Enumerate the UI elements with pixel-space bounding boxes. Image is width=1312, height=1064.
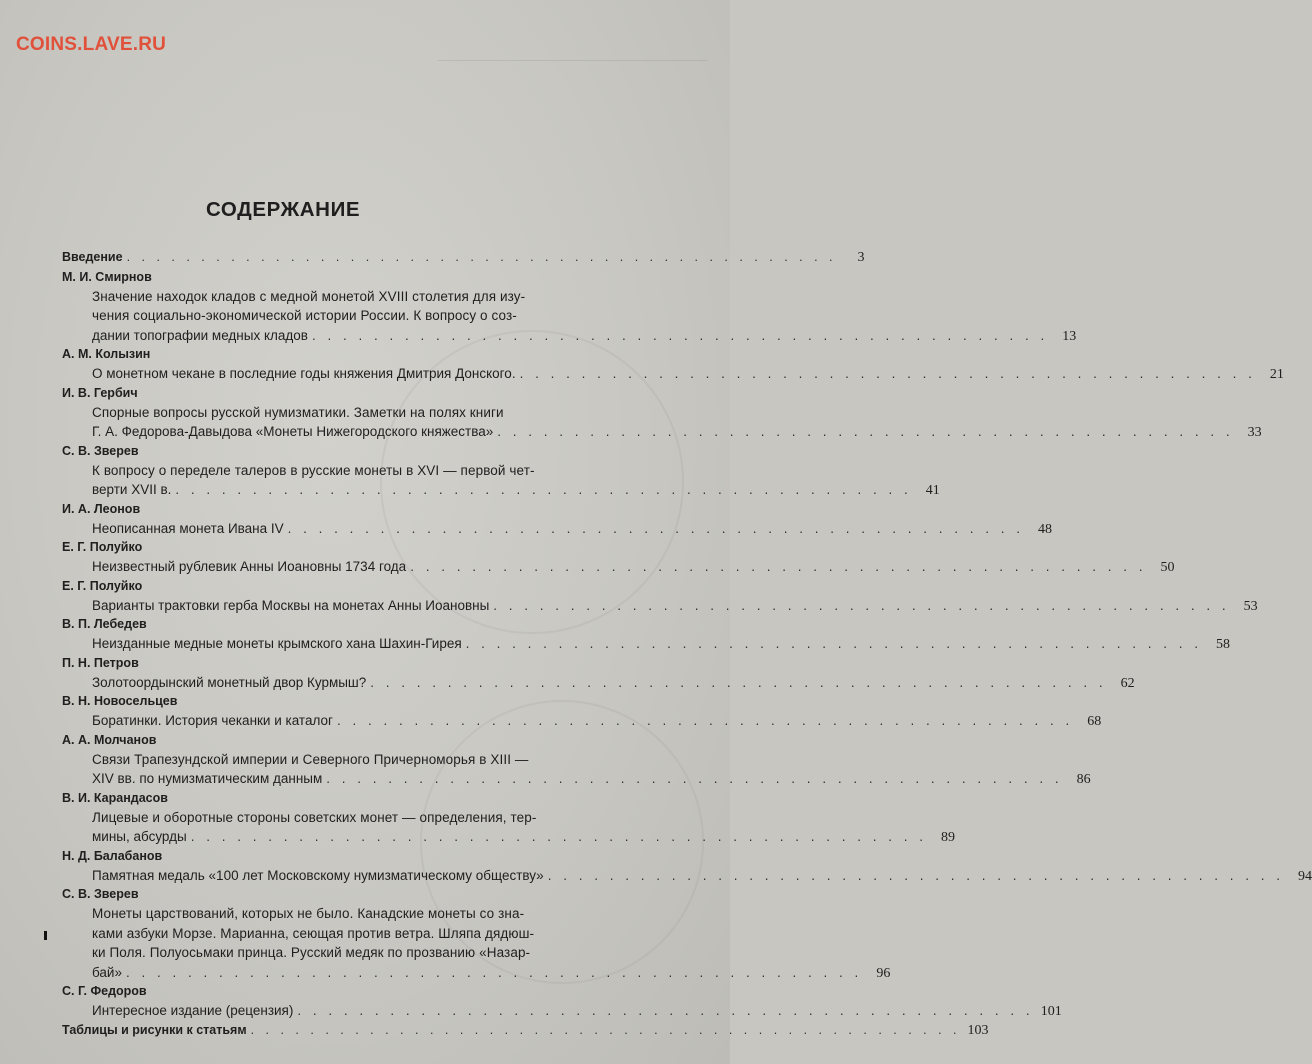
leader-dots: . . . . . . . . . . . . . . . . . . . . . . . . . . . . . . . . . . . . . . . . . . . . . . . . xyxy=(326,771,1063,786)
toc-page-number: 53 xyxy=(1243,598,1258,614)
toc-entry-title-line: Золотоордынский монетный двор Курмыш? xyxy=(92,674,367,690)
leader-dots: . . . . . . . . . . . . . . . . . . . . . . . . . . . . . . . . . . . . . . . . . . . . . . . . xyxy=(547,867,1285,883)
leader-dots: . . . . . . . . . . . . . . . . . . . . . . . . . . . . . . . . . . . . . . . . . . . . . . . . xyxy=(287,520,1024,536)
toc-page-number: 48 xyxy=(1037,521,1052,537)
toc-page-number: 58 xyxy=(1215,637,1230,652)
toc-entry[interactable] xyxy=(62,384,1262,442)
toc-entry-author: А. А. Молчанов xyxy=(62,732,157,747)
toc-entry-title-line: Неизвестный рублевик Анны Иоановны 1734 года xyxy=(92,559,407,574)
toc-entry-last-line xyxy=(62,326,1077,346)
toc-entry-author: С. Г. Федоров xyxy=(62,984,147,998)
toc-entry[interactable] xyxy=(62,731,1091,789)
toc-page-number: 94 xyxy=(1298,868,1312,884)
bleed-through-text xyxy=(438,46,708,61)
toc-entry-author: П. Н. Петров xyxy=(62,655,139,670)
leader-dots: . . . . . . . . . . . . . . . . . . . . . . . . . . . . . . . . . . . . . . . . . . . . . . . . xyxy=(126,250,837,264)
leader-dots: . . . . . . . . . . . . . . . . . . . . . . . . . . . . . . . . . . . . . . . . . . . . . . . . xyxy=(311,327,1049,343)
leader-dots: . . . . . . . . . . . . . . . . . . . . . . . . . . . . . . . . . . . . . . . . . . . . . . . . xyxy=(250,1022,961,1037)
toc-page-number: 103 xyxy=(967,1022,989,1038)
toc-entry-last-line xyxy=(62,364,1284,384)
toc-entry-title-line: Боратинки. История чеканки и каталог xyxy=(92,713,333,728)
toc-entry-title-line: ками азбуки Морзе. Марианна, сеющая против ветра. Шляпа дядюш- xyxy=(92,925,535,941)
toc-entry[interactable] xyxy=(62,500,1052,539)
toc-page-number: 89 xyxy=(941,830,956,845)
leader-dots: . . . . . . . . . . . . . . . . . . . . . . . . . . . . . . . . . . . . . . . . . . . . . . . . xyxy=(497,424,1234,439)
toc-entry-last-line xyxy=(62,711,1102,731)
toc-entry[interactable] xyxy=(62,789,956,847)
toc-entries xyxy=(62,268,1312,1021)
toc-entry-last-line xyxy=(62,596,1258,616)
toc-entry[interactable] xyxy=(62,982,1062,1021)
toc-entry-title-line: Лицевые и оборотные стороны советских монет — определения, тер- xyxy=(92,809,537,825)
toc-entry[interactable] xyxy=(62,885,891,982)
toc-page-number: 101 xyxy=(1040,1004,1062,1019)
toc-entry-author: В. П. Лебедев xyxy=(62,617,147,631)
toc-page-number: 21 xyxy=(1269,367,1284,382)
toc-entry-title-line: мины, абсурды xyxy=(92,829,187,844)
toc-entry[interactable] xyxy=(62,577,1258,616)
toc-entry-title-line: О монетном чекане в последние годы княжения Дмитрия Донского. xyxy=(92,366,516,381)
toc-entry-title-line: Г. А. Федорова-Давыдова «Монеты Нижегородского княжества» xyxy=(92,424,494,439)
toc-entry-author: И. А. Леонов xyxy=(62,501,141,516)
toc-tables-label: Таблицы и рисунки к статьям xyxy=(62,1022,247,1037)
toc-entry-title-line: чения социально-экономической истории России. К вопросу о соз- xyxy=(92,308,517,323)
toc-entry-author: Н. Д. Балабанов xyxy=(62,848,163,863)
leader-dots: . . . . . . . . . . . . . . . . . . . . . . . . . . . . . . . . . . . . . . . . . . . . . . . . xyxy=(190,829,928,844)
toc-entry-last-line xyxy=(62,480,940,500)
toc-entry-title-line: К вопросу о переделе талеров в русские монеты в XVI — первой чет- xyxy=(92,462,535,478)
table-of-contents xyxy=(62,248,1312,1040)
toc-entry[interactable] xyxy=(62,345,1284,384)
toc-entry-title-line: бай» xyxy=(92,964,122,980)
toc-entry-title-line: Значение находок кладов с медной монетой XVIII столетия для изу- xyxy=(92,288,526,304)
toc-entry[interactable] xyxy=(62,692,1102,731)
toc-entry-title-line: Неописанная монета Ивана IV xyxy=(92,520,284,536)
toc-entry-author: В. Н. Новосельцев xyxy=(62,694,178,708)
toc-entry-last-line xyxy=(62,963,891,983)
leader-dots: . . . . . . . . . . . . . . . . . . . . . . . . . . . . . . . . . . . . . . . . . . . . . . . . xyxy=(493,597,1230,613)
leader-dots: . . . . . . . . . . . . . . . . . . . . . . . . . . . . . . . . . . . . . . . . . . . . . . . . xyxy=(336,713,1074,728)
toc-intro-label: Введение xyxy=(62,250,123,264)
toc-entry-title-line: XIV вв. по нумизматическим данным xyxy=(92,771,323,786)
toc-intro[interactable] xyxy=(62,248,865,268)
toc-entry-author: Е. Г. Полуйко xyxy=(62,578,143,593)
toc-page-number: 50 xyxy=(1160,560,1175,575)
toc-entry-last-line xyxy=(62,557,1175,577)
toc-entry[interactable] xyxy=(62,615,1230,654)
toc-entry-title-line: Памятная медаль «100 лет Московскому нумизматическому обществу» xyxy=(92,867,544,883)
toc-entry[interactable] xyxy=(62,442,940,500)
toc-page-number: 96 xyxy=(876,965,891,981)
leader-dots: . . . . . . . . . . . . . . . . . . . . . . . . . . . . . . . . . . . . . . . . . . . . . . . . xyxy=(125,964,863,980)
toc-entry-last-line xyxy=(62,634,1230,654)
toc-entry-last-line xyxy=(62,519,1052,539)
leader-dots: . . . . . . . . . . . . . . . . . . . . . . . . . . . . . . . . . . . . . . . . . . . . . . . . xyxy=(410,559,1147,574)
toc-entry-title-line: Варианты трактовки герба Москвы на монетах Анны Иоановны xyxy=(92,597,490,613)
toc-entry-last-line xyxy=(62,1001,1062,1021)
leader-dots: . . . . . . . . . . . . . . . . . . . . . . . . . . . . . . . . . . . . . . . . . . . . . . . . xyxy=(297,1003,1034,1018)
toc-entry[interactable] xyxy=(62,538,1175,577)
toc-entry-author: В. И. Карандасов xyxy=(62,790,168,805)
toc-entry[interactable] xyxy=(62,847,1312,886)
toc-entry-title-line: дании топографии медных кладов xyxy=(92,327,308,343)
toc-entry-last-line xyxy=(62,769,1091,789)
toc-entry-author: А. М. Колызин xyxy=(62,347,151,361)
toc-entry-author: И. В. Гербич xyxy=(62,385,138,400)
toc-entry-last-line xyxy=(62,673,1135,693)
toc-entry-title-line: ки Поля. Полуосьмаки принца. Русский медяк по прозванию «Назар- xyxy=(92,945,531,960)
toc-entry-title-line: Интересное издание (рецензия) xyxy=(92,1003,294,1018)
toc-entry-author: М. И. Смирнов xyxy=(62,269,152,284)
toc-entry-author: С. В. Зверев xyxy=(62,443,139,458)
toc-entry-author: С. В. Зверев xyxy=(62,887,139,901)
leader-dots: . . . . . . . . . . . . . . . . . . . . . . . . . . . . . . . . . . . . . . . . . . . . . . . . xyxy=(519,366,1256,381)
toc-page-number: 3 xyxy=(857,250,865,265)
page-title: СОДЕРЖАНИЕ xyxy=(206,198,361,221)
toc-page-number: 41 xyxy=(925,483,940,498)
toc-entry-last-line xyxy=(62,827,956,847)
margin-mark xyxy=(44,931,47,940)
toc-entry-last-line xyxy=(62,866,1312,886)
toc-entry[interactable] xyxy=(62,268,1077,346)
toc-entry-title-line: Спорные вопросы русской нумизматики. Заметки на полях книги xyxy=(92,404,504,420)
leader-dots: . . . . . . . . . . . . . . . . . . . . . . . . . . . . . . . . . . . . . . . . . . . . . . . . xyxy=(175,482,912,497)
toc-entry-author: Е. Г. Полуйко xyxy=(62,540,143,554)
toc-entry[interactable] xyxy=(62,654,1135,693)
toc-entry-title-line: Связи Трапезундской империи и Северного Причерноморья в XIII — xyxy=(92,751,529,767)
leader-dots: . . . . . . . . . . . . . . . . . . . . . . . . . . . . . . . . . . . . . . . . . . . . . . . . xyxy=(370,674,1107,690)
toc-page-number: 33 xyxy=(1247,425,1262,440)
toc-page-number: 13 xyxy=(1062,328,1077,344)
toc-page-number: 62 xyxy=(1120,675,1135,691)
leader-dots: . . . . . . . . . . . . . . . . . . . . . . . . . . . . . . . . . . . . . . . . . . . . . . . . xyxy=(465,636,1202,651)
toc-entry-title-line: верти XVII в. xyxy=(92,482,172,497)
watermark: COINS.LAVE.RU xyxy=(16,34,167,55)
toc-page-number: 86 xyxy=(1076,772,1091,787)
toc-entry-title-line: Неизданные медные монеты крымского хана Шахин-Гирея xyxy=(92,636,462,651)
toc-entry-title-line: Монеты царствований, которых не было. Канадские монеты со зна- xyxy=(92,906,525,921)
toc-tables[interactable] xyxy=(62,1021,989,1041)
toc-page-number: 68 xyxy=(1087,714,1102,729)
toc-entry-last-line xyxy=(62,422,1262,442)
